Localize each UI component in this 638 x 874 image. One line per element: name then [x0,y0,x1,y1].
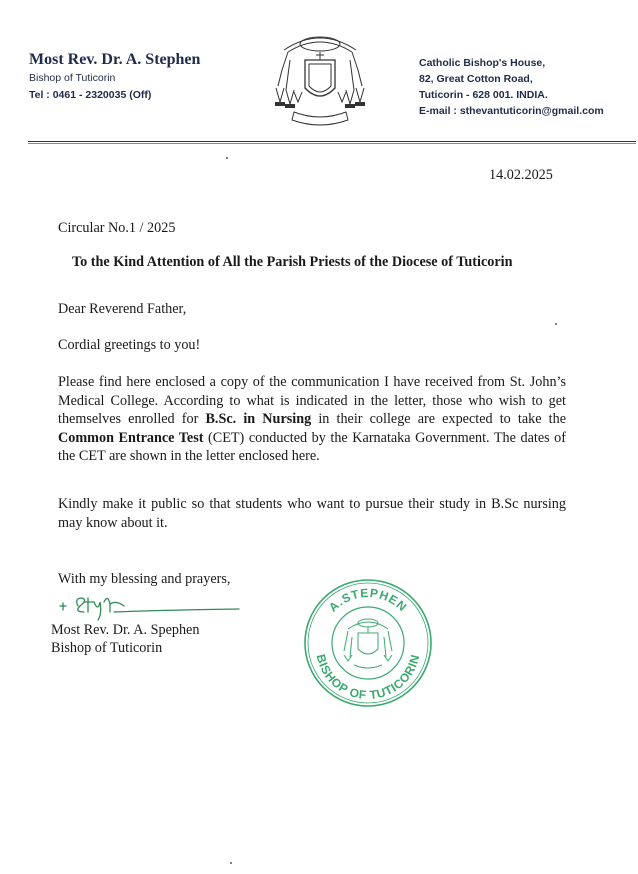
phone-number: Tel : 0461 - 2320035 (Off) [29,89,152,101]
para1-bold-test: Common Entrance Test [58,429,204,446]
paragraph-enclosure [58,373,566,466]
header-divider-secondary [28,143,636,144]
address-line-3: Tuticorin - 628 001. INDIA. [419,89,548,101]
scan-speck [226,157,228,159]
para1-text-c: (CET) conducted by the Karnataka Government. The dates of the CET are shown in the letter enclosed here. [58,429,567,464]
bishop-title: Bishop of Tuticorin [29,72,116,84]
letterhead-address [419,55,604,119]
address-line-1: Catholic Bishop's House, [419,57,546,69]
seal-bottom-text: BISHOP OF TUTICORIN [313,652,423,703]
bishop-name: Most Rev. Dr. A. Stephen [29,51,201,68]
para1-text-b: in their college are expected to take the [311,411,566,427]
circular-number: Circular No.1 / 2025 [58,220,176,236]
greeting-line: Cordial greetings to you! [58,337,201,353]
address-line-2: 82, Great Cotton Road, [419,73,533,85]
para1-bold-course: B.Sc. in Nursing [205,411,312,427]
signatory-title: Bishop of Tuticorin [51,640,163,656]
seal-top-text: A.STEPHEN [325,585,411,615]
header-divider [28,141,636,142]
svg-text:BISHOP OF TUTICORIN [314,653,423,702]
email-address: E-mail : sthevantuticorin@gmail.com [419,105,604,117]
official-seal [302,577,434,709]
svg-text:A.STEPHEN [326,586,410,615]
para1-text-a: Please find here enclosed a copy of the communication I have received from St. John’s Medical College. According to what is indicated in the letter, those who wish to get themselves enrolled for [58,374,566,427]
signatory-name: Most Rev. Dr. A. Spephen [51,622,200,638]
closing-line: With my blessing and prayers, [58,571,231,587]
seal-crest-icon [344,619,392,668]
salutation: Dear Reverend Father, [58,301,187,317]
paragraph-publicize: Kindly make it public so that students who want to pursue their study in B.Sc nursing may know about it. [58,496,566,531]
scan-speck [555,323,557,325]
attention-heading: To the Kind Attention of All the Parish Priests of the Diocese of Tuticorin [72,254,513,270]
scan-speck [230,862,232,864]
letter-date: 14.02.2025 [489,167,553,183]
letterhead-left [29,50,200,104]
coat-of-arms-icon [272,30,368,136]
